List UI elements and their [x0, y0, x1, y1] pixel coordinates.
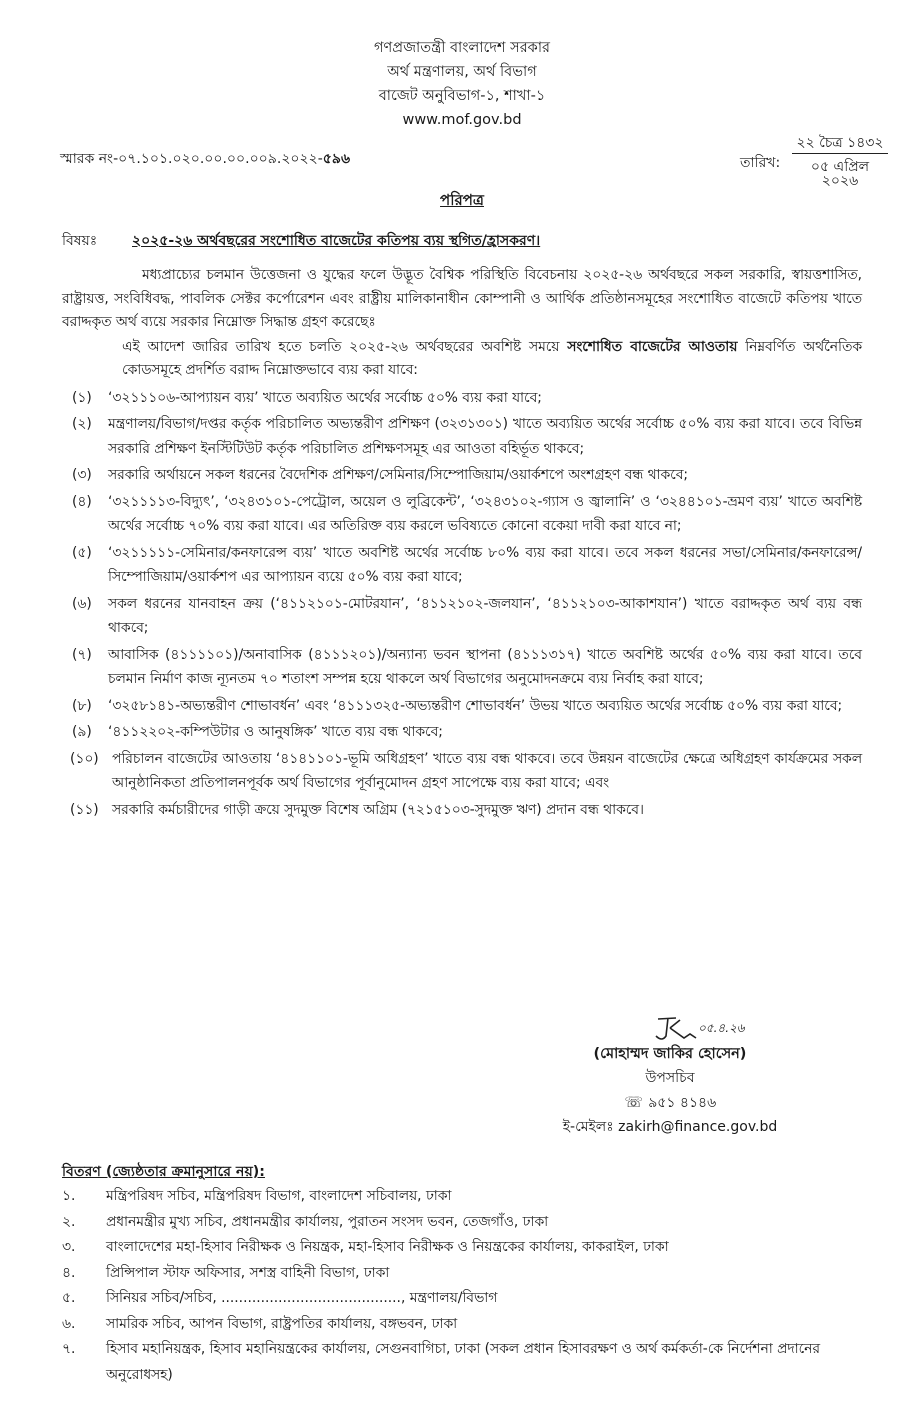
website-link[interactable]: www.mof.gov.bd — [402, 112, 522, 128]
decision-number: (৬) — [72, 595, 92, 612]
signatory-designation: উপসচিব — [645, 1070, 695, 1086]
ministry-name: অর্থ মন্ত্রণালয়, অর্থ বিভাগ — [387, 64, 537, 80]
decision-item — [62, 592, 862, 641]
decision-number: (৫) — [72, 544, 92, 561]
decision-item — [62, 747, 862, 796]
decision-number: (৯) — [72, 724, 92, 740]
decision-number: (১১) — [70, 801, 99, 818]
date-label: তারিখ: — [740, 155, 781, 171]
telephone-icon: ☏ — [624, 1093, 644, 1111]
government-name: গণপ্রজাতন্ত্রী বাংলাদেশ সরকার — [373, 40, 550, 56]
decision-number: (৪) — [72, 493, 92, 510]
distribution-number: ৫. — [62, 1290, 76, 1306]
distribution-text: প্রধানমন্ত্রীর মুখ্য সচিব, প্রধানমন্ত্রীর কার্যালয়, পুরাতন সংসদ ভবন, তেজগাঁও, ঢাকা — [106, 1213, 549, 1230]
signatory-email — [540, 1115, 800, 1139]
distribution-number: ১. — [62, 1188, 76, 1204]
distribution-number: ৭. — [62, 1341, 76, 1357]
signature-scrawl-icon — [650, 1016, 700, 1044]
decision-item — [62, 720, 862, 745]
distribution-text: সামরিক সচিব, আপন বিভাগ, রাষ্ট্রপতির কার্যালয়, বঙ্গভবন, ঢাকা — [106, 1315, 458, 1332]
decision-text: ‘৩২১১১১১-সেমিনার/কনফারেন্স ব্যয়’ খাতে অবশিষ্ট অর্থের সর্বোচ্চ ৮০% ব্যয় করা যাবে। তবে সকল ধরনের সভা/সেমিনার/কনফারেন্স/সিম্পোজিয়াম/ওয়ার্কশপ এর আপ্যায়ন ব্যয়ে ৫০% ব্যয় করা যাবে; — [108, 544, 862, 585]
document-title — [0, 193, 924, 208]
document-title-text: পরিপত্র — [440, 191, 484, 209]
distribution-text: মন্ত্রিপরিষদ সচিব, মন্ত্রিপরিষদ বিভাগ, বাংলাদেশ সচিবালয়, ঢাকা — [106, 1188, 452, 1204]
distribution-text: সিনিয়র সচিব/সচিব, ........................................., মন্ত্রণালয়/বিভাগ — [106, 1290, 498, 1306]
distribution-item — [62, 1261, 882, 1287]
distribution-item — [62, 1337, 882, 1388]
document-body — [62, 264, 862, 824]
distribution-number: ৪. — [62, 1264, 76, 1281]
subject-text: ২০২৫-২৬ অর্থবছরের সংশোধিত বাজেটের কতিপয় ব্যয় স্থগিত/হ্রাসকরণ। — [132, 233, 541, 249]
distribution-number: ৩. — [62, 1239, 76, 1255]
subject-line — [62, 234, 540, 248]
date-english: ০৫ এপ্রিল ২০২৬ — [810, 159, 870, 189]
decision-number: (১০) — [70, 750, 99, 767]
email-label: ই-মেইলঃ — [562, 1119, 614, 1135]
distribution-item — [62, 1184, 882, 1210]
signature-block — [540, 1016, 800, 1139]
decision-text: ‘৩২১১১১৩-বিদ্যুৎ’, ‘৩২৪৩১০১-পেট্রোল, অয়েল ও লুব্রিকেন্ট’, ‘৩২৪৩১০২-গ্যাস ও জ্বালানি’ ও ‘৩২৪৪১০১-ভ্রমণ ব্যয়’ খাতে অবশিষ্ট অর্থের সর্বোচ্চ ৭০% ব্যয় করা যাবে। এর অতিরিক্ত ব্যয় করলে ভবিষ্যতে কোনো বকেয়া দাবী করা যাবে না; — [108, 493, 862, 534]
decision-number: (৩) — [72, 467, 92, 483]
email-link[interactable]: zakirh@finance.gov.bd — [618, 1119, 778, 1135]
decision-text: মন্ত্রণালয়/বিভাগ/দপ্তর কর্তৃক পরিচালিত অভ্যন্তরীণ প্রশিক্ষণ (৩২৩১৩০১) খাতে অব্যয়িত অর্থের সর্বোচ্চ ৫০% ব্যয় করা যাবে। তবে বিভিন্ন সরকারি প্রশিক্ষণ ইনস্টিটিউট কর্তৃক পরিচালিত প্রশিক্ষণসমূহ এর আওতা বহির্ভূত থাকবে; — [108, 416, 862, 457]
decision-item — [62, 541, 862, 590]
distribution-text: বাংলাদেশের মহা-হিসাব নিরীক্ষক ও নিয়ন্ত্রক, মহা-হিসাব নিরীক্ষক ও নিয়ন্ত্রকের কার্যালয়, কাকরাইল, ঢাকা — [106, 1239, 669, 1255]
subject-label: বিষয়ঃ — [62, 233, 98, 249]
distribution-item — [62, 1235, 882, 1261]
memo-reference — [60, 152, 350, 166]
division-branch: বাজেট অনুবিভাগ-১, শাখা-১ — [378, 88, 546, 104]
signatory-name: (মোহাম্মদ জাকির হোসেন) — [593, 1046, 747, 1062]
decision-item — [62, 463, 862, 488]
signature-date: ০৫.৪.২৬ — [698, 1021, 745, 1035]
distribution-text: প্রিন্সিপাল স্টাফ অফিসার, সশস্ত্র বাহিনী বিভাগ, ঢাকা — [106, 1264, 390, 1281]
decision-text: ‘৩২১১১০৬-আপ্যায়ন ব্যয়’ খাতে অব্যয়িত অর্থের সর্বোচ্চ ৫০% ব্যয় করা যাবে; — [108, 389, 542, 406]
decision-item — [62, 412, 862, 461]
decision-item — [62, 490, 862, 539]
decision-item — [62, 798, 862, 823]
memo-reference-number: ৫৯৬ — [322, 151, 351, 167]
memo-reference-prefix: স্মারক নং-০৭.১০১.০২০.০০.০০.০০৯.২০২২- — [60, 151, 323, 167]
distribution-item — [62, 1286, 882, 1312]
distribution-list — [62, 1160, 882, 1388]
distribution-title: বিতরণ (জ্যেষ্ঠতার ক্রমানুসারে নয়): — [62, 1164, 265, 1180]
decision-number: (৮) — [72, 697, 92, 714]
decision-number: (২) — [72, 416, 92, 432]
decision-number: (৭) — [72, 646, 92, 663]
order-text-before: এই আদেশ জারির তারিখ হতে চলতি ২০২৫-২৬ অর্থবছরের অবশিষ্ট সময়ে — [122, 338, 568, 355]
distribution-number: ৬. — [62, 1315, 76, 1332]
distribution-item — [62, 1210, 882, 1236]
date-bangla: ২২ চৈত্র ১৪৩২ — [792, 136, 888, 154]
decision-item — [62, 643, 862, 692]
handwritten-signature — [540, 1016, 800, 1042]
decision-text: সকল ধরনের যানবাহন ক্রয় (‘৪১১২১০১-মোটরযান’, ‘৪১১২১০২-জলযান’, ‘৪১১২১০৩-আকাশযান’) খাতে বরাদ্দকৃত অর্থ ব্যয় বন্ধ থাকবে; — [108, 595, 862, 636]
distribution-item — [62, 1312, 882, 1338]
letterhead — [0, 36, 924, 132]
distribution-number: ২. — [62, 1213, 76, 1230]
phone-number: ৯৫১ ৪১৪৬ — [648, 1095, 717, 1111]
decision-text: ‘৪১১২২০২-কম্পিউটার ও আনুষঙ্গিক’ খাতে ব্যয় বন্ধ থাকবে; — [108, 724, 443, 740]
decision-text: ‘৩২৫৮১৪১-অভ্যন্তরীণ শোভাবর্ধন’ এবং ‘৪১১১৩২৫-অভ্যন্তরীণ শোভাবর্ধন’ উভয় খাতে অব্যয়িত অর্থের সর্বোচ্চ ৫০% ব্যয় করা যাবে; — [108, 697, 843, 714]
decision-item — [62, 386, 862, 411]
intro-paragraph: মধ্যপ্রাচ্যের চলমান উত্তেজনা ও যুদ্ধের ফলে উদ্ভূত বৈশ্বিক পরিস্থিতি বিবেচনায় ২০২৫-২৬ অর্থবছরে সকল সরকারি, স্বায়ত্তশাসিত, রাষ্ট্রায়ত্ত, সংবিধিবদ্ধ, পাবলিক সেক্টর কর্পোরেশন এবং রাষ্ট্রীয় মালিকানাধীন কোম্পানী ও আর্থিক প্রতিষ্ঠানসমূহের সংশোধিত বাজেটে কতিপয় খাতে বরাদ্দকৃত অর্থ ব্যয়ে সরকার নিম্নোক্ত সিদ্ধান্ত গ্রহণ করেছেঃ — [62, 267, 862, 330]
order-paragraph — [62, 336, 862, 383]
decision-text: সরকারি অর্থায়নে সকল ধরনের বৈদেশিক প্রশিক্ষণ/সেমিনার/সিম্পোজিয়াম/ওয়ার্কশপে অংশগ্রহণ বন্ধ থাকবে; — [108, 467, 689, 483]
order-text-bold: সংশোধিত বাজেটের আওতায় — [567, 338, 738, 355]
decision-text: আবাসিক (৪১১১১০১)/অনাবাসিক (৪১১১২০১)/অন্যান্য ভবন স্থাপনা (৪১১১৩১৭) খাতে অবশিষ্ট অর্থের ৫০% ব্যয় করা যাবে। তবে চলমান নির্মাণ কাজ ন্যূনতম ৭০ শতাংশ সম্পন্ন হয়ে থাকলে অর্থ বিভাগের অনুমোদনক্রমে ব্যয় নির্বাহ করা যাবে; — [108, 646, 862, 687]
order-text-after: নিম্নবর্ণিত অর্থনৈতিক কোডসমূহে প্রদর্শিত বরাদ্দ নিম্নোক্তভাবে ব্যয় করা যাবে: — [122, 338, 862, 378]
decision-item — [62, 694, 862, 719]
decision-text: সরকারি কর্মচারীদের গাড়ী ক্রয়ে সুদমুক্ত বিশেষ অগ্রিম (৭২১৫১০৩-সুদমুক্ত ঋণ) প্রদান বন্ধ থাকবে। — [112, 801, 644, 818]
decision-text: পরিচালন বাজেটের আওতায় ‘৪১৪১১০১-ভূমি অধিগ্রহণ’ খাতে ব্যয় বন্ধ থাকবে। তবে উন্নয়ন বাজেটের ক্ষেত্রে অধিগ্রহণ কার্যক্রমের সকল আনুষ্ঠানিকতা প্রতিপালনপূর্বক অর্থ বিভাগের পূর্বানুমোদন গ্রহণ সাপেক্ষে ব্যয় করা যাবে; এবং — [112, 750, 862, 791]
signatory-phone — [540, 1090, 800, 1115]
decision-number: (১) — [72, 389, 92, 406]
distribution-text: হিসাব মহানিয়ন্ত্রক, হিসাব মহানিয়ন্ত্রকের কার্যালয়, সেগুনবাগিচা, ঢাকা (সকল প্রধান হিসাবরক্ষণ ও অর্থ কর্মকর্তা-কে নির্দেশনা প্রদানের অনুরোধসহ) — [106, 1341, 821, 1383]
decision-list — [62, 386, 862, 823]
